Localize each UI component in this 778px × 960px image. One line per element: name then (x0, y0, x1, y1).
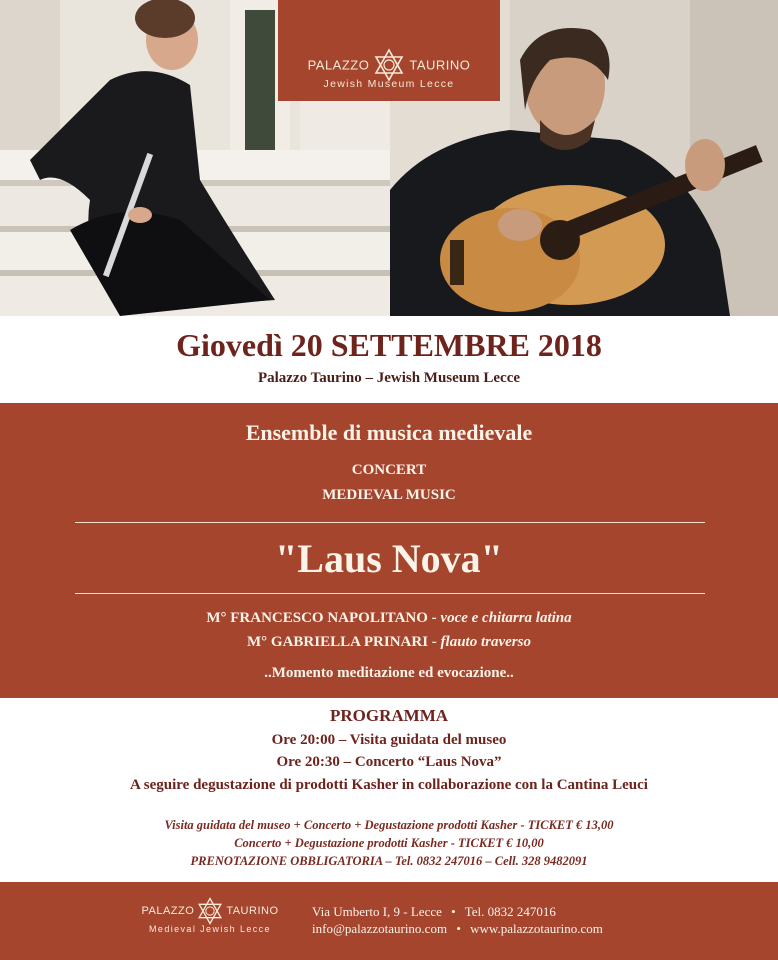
performer-name: M° FRANCESCO NAPOLITANO (206, 610, 428, 626)
bullet-separator: • (456, 921, 461, 936)
bullet-separator: • (451, 904, 456, 919)
logo-word-right: TAURINO (226, 905, 279, 917)
reservation-line: PRENOTAZIONE OBBLIGATORIA – Tel. 0832 247016 – Cell. 328 9482091 (190, 854, 588, 868)
performer-separator: - (428, 634, 441, 650)
logo-word-left: PALAZZO (307, 57, 370, 73)
star-of-david-icon (195, 896, 225, 926)
performer-separator: - (427, 610, 441, 626)
performer-line-1 (0, 610, 778, 627)
footer-phone: Tel. 0832 247016 (464, 904, 556, 919)
program-heading: PROGRAMMA (329, 706, 449, 725)
logo-subtitle: Jewish Museum Lecce (323, 78, 455, 90)
medieval-music-label: MEDIEVAL MUSIC (322, 487, 456, 503)
concert-label: CONCERT (351, 462, 427, 478)
footer-contact-row-1 (312, 904, 556, 920)
hero-photos (0, 0, 778, 316)
footer (0, 882, 778, 960)
performer-name: M° GABRIELLA PRINARI (247, 634, 429, 650)
footer-email[interactable]: info@palazzotaurino.com (312, 921, 448, 936)
title-rule-bottom (75, 593, 705, 594)
event-date: Giovedì 20 SETTEMBRE 2018 (176, 327, 602, 363)
program-item: A seguire degustazione di prodotti Kasher in collaborazione con la Cantina Leuci (130, 777, 648, 793)
performer-role: voce e chitarra latina (440, 610, 572, 626)
ticket-line: Concerto + Degustazione prodotti Kasher - TICKET € 10,00 (234, 836, 544, 850)
footer-address: Via Umberto I, 9 - Lecce (312, 904, 442, 919)
title-rule-top (75, 522, 705, 523)
event-venue: Palazzo Taurino – Jewish Museum Lecce (257, 370, 521, 386)
header-logo (278, 0, 500, 101)
ensemble-heading: Ensemble di musica medievale (245, 420, 533, 445)
concert-title: "Laus Nova" (275, 536, 503, 581)
performer-line-2 (0, 634, 778, 651)
logo-word-right: TAURINO (409, 57, 471, 73)
tagline: ..Momento meditazione ed evocazione.. (264, 665, 514, 681)
program-item: Ore 20:00 – Visita guidata del museo (271, 732, 507, 748)
footer-website[interactable]: www.palazzotaurino.com (470, 921, 603, 936)
performer-role: flauto traverso (440, 634, 531, 650)
logo-word-left: PALAZZO (141, 905, 195, 917)
footer-logo (130, 896, 290, 934)
ticket-line: Visita guidata del museo + Concerto + Degustazione prodotti Kasher - TICKET € 13,00 (164, 818, 614, 832)
footer-logo-subtitle: Medieval Jewish Lecce (149, 924, 271, 934)
program-item: Ore 20:30 – Concerto “Laus Nova” (276, 754, 502, 770)
footer-contact-row-2 (312, 921, 603, 937)
